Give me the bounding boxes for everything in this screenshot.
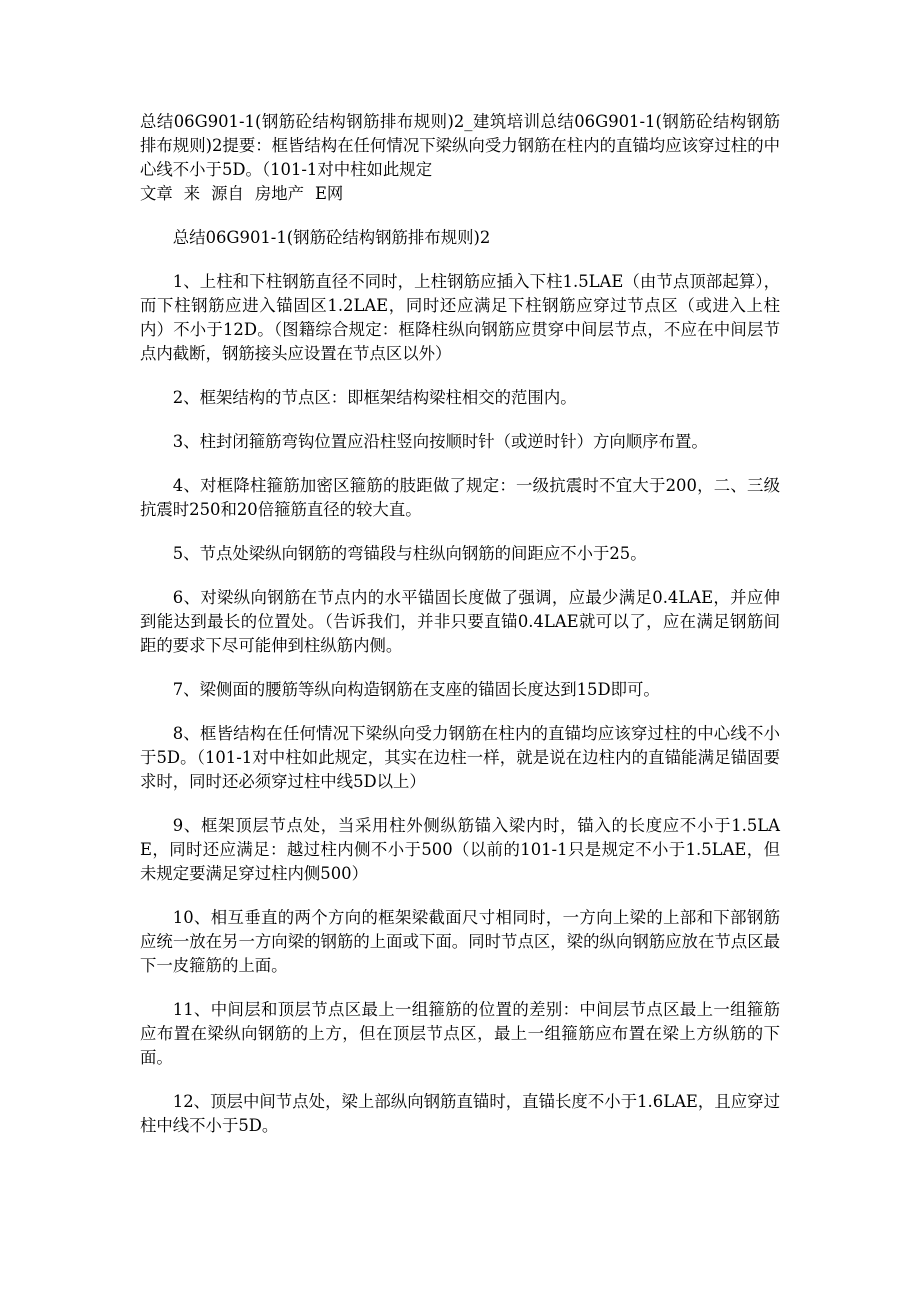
source-word: 来	[183, 184, 201, 203]
source-word: 文章	[140, 184, 173, 203]
rule-paragraph-6: 6、对梁纵向钢筋在节点内的水平锚固长度做了强调，应最少满足0.4LAE，并应伸到能达到最长的位置处。（告诉我们，并非只要直锚0.4LAE就可以了，应在满足钢筋间距的要求下尽可能伸到柱纵筋内侧。	[140, 588, 780, 655]
rule-paragraph-9: 9、框架顶层节点处，当采用柱外侧纵筋锚入梁内时，锚入的长度应不小于1.5LAE，同时还应满足：越过柱内侧不小于500（以前的101-1只是规定不小于1.5LAE，但未规定要满足穿过柱内侧500）	[140, 816, 780, 883]
article-source-line	[140, 182, 780, 206]
rule-paragraph-12: 12、顶层中间节点处，梁上部纵向钢筋直锚时，直锚长度不小于1.6LAE，且应穿过柱中线不小于5D。	[140, 1092, 780, 1135]
rule-paragraph-7: 7、梁侧面的腰筋等纵向构造钢筋在支座的锚固长度达到15D即可。	[172, 680, 660, 699]
rule-paragraph-8: 8、框皆结构在任何情况下梁纵向受力钢筋在柱内的直锚均应该穿过柱的中心线不小于5D。（101-1对中柱如此规定，其实在边柱一样，就是说在边柱内的直锚能满足锚固要求时，同时还必须穿过柱中线5D以上）	[140, 724, 780, 791]
rule-paragraph-3: 3、柱封闭箍筋弯钩位置应沿柱竖向按顺时针（或逆时针）方向顺序布置。	[172, 432, 708, 451]
source-word: E网	[314, 184, 344, 203]
article-summary: 总结06G901-1(钢筋砼结构钢筋排布规则)2_建筑培训总结06G901-1(钢筋砼结构钢筋排布规则)2提要：框皆结构在任何情况下梁纵向受力钢筋在柱内的直锚均应该穿过柱的中心线不小于5D。（101-1对中柱如此规定	[140, 112, 780, 179]
rule-paragraph-10: 10、相互垂直的两个方向的框架梁截面尺寸相同时，一方向上梁的上部和下部钢筋应统一放在另一方向梁的钢筋的上面或下面。同时节点区，梁的纵向钢筋应放在节点区最下一皮箍筋的上面。	[140, 908, 780, 975]
rule-paragraph-4: 4、对框降柱箍筋加密区箍筋的肢距做了规定：一级抗震时不宜大于200，二、三级抗震时250和20倍箍筋直径的较大直。	[140, 476, 780, 519]
source-word: 房地产	[254, 184, 304, 203]
rule-paragraph-11: 11、中间层和顶层节点区最上一组箍筋的位置的差别：中间层节点区最上一组箍筋应布置在梁纵向钢筋的上方，但在顶层节点区，最上一组箍筋应布置在梁上方纵筋的下面。	[140, 1000, 780, 1067]
rule-paragraph-1: 1、上柱和下柱钢筋直径不同时，上柱钢筋应插入下柱1.5LAE（由节点顶部起算），而下柱钢筋应进入锚固区1.2LAE，同时还应满足下柱钢筋应穿过节点区（或进入上柱内）不小于12D。（图籍综合规定：框降柱纵向钢筋应贯穿中间层节点，不应在中间层节点内截断，钢筋接头应设置在节点区以外）	[140, 272, 780, 363]
document-body	[140, 110, 780, 1138]
rule-paragraph-5: 5、节点处梁纵向钢筋的弯锚段与柱纵向钢筋的间距应不小于25。	[172, 544, 647, 563]
document-title: 总结06G901-1(钢筋砼结构钢筋排布规则)2	[172, 228, 491, 247]
rule-paragraph-2: 2、框架结构的节点区：即框架结构梁柱相交的范围内。	[172, 388, 577, 407]
source-word: 源自	[211, 184, 244, 203]
